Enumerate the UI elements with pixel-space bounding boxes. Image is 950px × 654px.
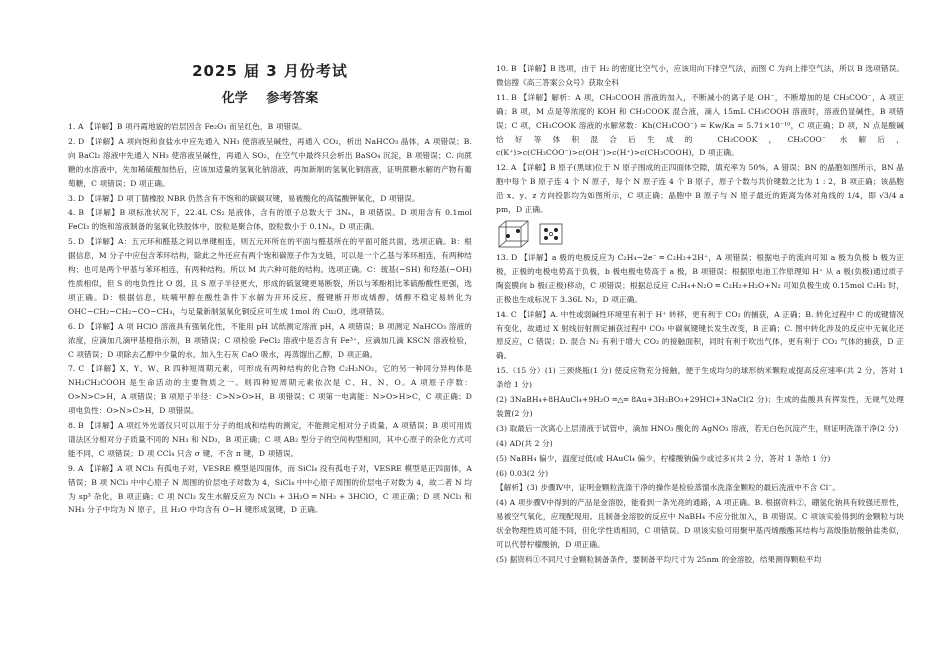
answer-item: (5) 据资料①不同尺寸金颗粒制备条件，要制备平均尺寸为 25nm 的金溶胶，结果测得颗粒平均 xyxy=(496,555,822,564)
answer-item: 8. B 【详解】A 项红外光谱仪只可以用于分子的组成和结构的测定，不能测定相对分子质量，A 项错误；B 项可用质谱法区分相对分子质量不同的 NH₃ 和 ND₃，B 项正确；C 项 AB₂ 型分子的空间构型相同，其中心原子的杂化方式可能不同，C 项错误；D 项 CCl₄ 只含 σ 键，不含 π 键，D 项错误。 xyxy=(68,421,472,458)
projection-figure xyxy=(538,222,566,246)
answer-item: 7. C 【详解】X、Y、W、R 四种短周期元素，可形成有两种结构的化合物 C₂H₃NO₂，它的另一种同分异构体是 NH₂CH₂COOH 是生命活动的主要物质之一。则四种短周期元素依次是 C、H、N、O。A 项原子序数：O>N>C>H，A 项错误；B 项原子半径：C>N>O>H，B 项错误；C 项第一电离能：N>O>H>C，C 项正确；D 项电负性：O>N>C>H，D 项错误。 xyxy=(68,364,472,416)
crystal-figures xyxy=(496,219,904,249)
answer-item: 15.（15 分）(1) 三颈烧瓶(1 分) 使反应物充分接触，便于生成均匀的球形纳米颗粒或提高反应速率(共 2 分，答对 1 条给 1 分) xyxy=(496,366,904,390)
answer-item: (5) NaBH₄ 偏少，温度过低(或 HAuCl₄ 偏少，柠檬酸钠偏少或过多)(共 2 分，答对 1 条给 1 分) xyxy=(496,453,831,463)
answer-item: (4) A 项步骤Ⅴ中得到的产品是金溶胶，能看到一条光亮的通路，A 项正确。B. 根据资料②，硼氢化钠具有较强还原性，易被空气氧化，应现配现用。且制备金溶胶的反应中 NaBH₄ 不应分批加入，B 项错误。C 项该实验得到的金颗粒与块状金物理性质可能不同，但化学性质相同，C 项错误。D 项该实验可用聚甲基丙烯酸酯其结构与高级脂肪酸钠盐类似，可以代替柠檬酸钠，D 项正确。 xyxy=(496,498,904,550)
answer-item: 14. C 【详解】A. 中性或弱碱性环境里有利于 H⁺ 转移，更有利于 CO₂ 的捕获，A 正确；B. 转化过程中 C 的成键情况有变化，故通过 X 射线衍射测定捕获过程中 CO₂ 中碳氧键键长发生改变，B 正确；C. 图中转化涉及的反应中无氧化还原反应，C 错误；D. 混合 N₂ 有利于增大 CO₂ 的接触面积，同时有利于吹出气体，更有利于 CO₂ 气体的捕获，D 正确。 xyxy=(496,309,904,361)
answer-item: 【解析】(3) 步骤Ⅳ中，证明金颗粒洗涤干净的操作是检验蒸馏水洗涤金颗粒的最后洗液中不含 Cl⁻。 xyxy=(496,483,841,493)
answer-item: 2. D 【详解】A 项向饱和食盐水中应先通入 NH₃ 使溶液呈碱性，再通入 CO₂，析出 NaHCO₃ 晶体，A 项错误；B. 向 BaCl₂ 溶液中先通入 NH₃ 使溶液呈碱性，再通入 SO₂，在空气中最终只会析出 BaSO₄ 沉淀，B 项错误；C. 向蔗糖的水溶液中，先加稀硫酸加热后，应该加适量的氢氧化钠溶液，再加新制的氢氧化铜溶液，证明蔗糖水解的产物有葡萄糖，C 项错误；D 项正确。 xyxy=(68,136,472,188)
answer-item: (6) 0.03(2 分) xyxy=(496,468,549,478)
answer-item: 6. D 【详解】A 项 HClO 溶液具有强氧化性，不能用 pH 试纸测定溶液 pH，A 项错误；B 项测定 NaHCO₃ 溶液的浓度，应滴加几滴甲基橙指示剂，B 项错误；C 项检验 FeCl₂ 溶液中是否含有 Fe³⁺，应滴加几滴 KSCN 溶液检验，C 项错误；D 项除去乙醇中少量的水，加入生石灰 CaO 吸水，再蒸馏出乙醇，D 项正确。 xyxy=(68,321,472,359)
answer-item: (3) 取最后一次离心上层清液于试管中，滴加 HNO₃ 酸化的 AgNO₃ 溶液，若无白色沉淀产生，则证明洗涤干净(2 分) xyxy=(496,423,899,433)
answer-item: 1. A 【详解】B 项丹霞地貌的岩层因含 Fe₂O₃ 而呈红色，B 项错误。 xyxy=(68,122,307,131)
answer-item: 5. D 【详解】A：五元环和醛基之间以单键相连，则五元环所在的平面与醛基所在的平面可能共面，选项正确。B：根据信息，M 分子中应包含苯环结构，除此之外还应有两个饱和碳原子作为支链，可以是一个乙基与苯环相连，有两种结构；也可是两个甲基与苯环相连，有两种结构。所以 M 共六种可能的结构。选项正确。C：巯基(−SH) 和羟基(−OH) 性质相似，但 S 的电负性比 O 弱，且 S 原子半径更大，形成的硫氢键更易断裂，所以与苯酚相比苯硫酚酸性更强，选项正确。D：根据信息，呋喃甲醇在酸性条件下水解为开环反应，醛键断开形成烯醇，烯醇不稳定易转化为 OHC−CH₂−CH₂−CO−CH₃，与足量新制氢氧化铜反应可生成 1mol 的 Cu₂O，选项错误。 xyxy=(68,237,472,316)
crystal-cell-figure xyxy=(496,219,532,249)
page-subtitle: 化学 参考答案 xyxy=(221,91,319,106)
right-column xyxy=(496,0,904,654)
answer-item: 9. A 【详解】A 项 NCl₃ 有孤电子对，VESRE 模型是四面体，而 SiCl₄ 没有孤电子对，VESRE 模型是正四面体，A 错误；B 项 NCl₃ 中中心原子 N 周围的价层电子对数为 4，SiCl₄ 中中心原子周围的价层电子对数为 4，故二者 N 均为 sp³ 杂化，B 项正确；C 项 NCl₃ 发生水解反应为 NCl₃ + 3H₂O ═ NH₃ + 3HClO，C 项正确；D 项 NCl₃ 和 NH₃ 分子中均为 N 原子，且 H₂O 中均含有 O−H 键形成氢键，D 正确。 xyxy=(68,463,472,515)
answer-item: 4. B 【详解】B 项标准状况下，22.4L CS₂ 是液体，含有的原子总数大于 3Nₐ，B 项错误。D 项用含有 0.1mol FeCl₃ 的饱和溶液制备的氢氧化铁胶体中，胶粒是聚合体，胶粒数小于 0.1Nₐ，D 项正确。 xyxy=(68,208,472,232)
answer-item: (2) 3NaBH₄+8HAuCl₄+9H₂O ═△═ 8Au+3H₃BO₃+29HCl+3NaCl(2 分)；生成的盐酸具有挥发性，无规气处理装置(2 分) xyxy=(496,395,904,418)
answer-item: (4) AD(共 2 分) xyxy=(496,438,553,448)
answer-item: 12. A 【详解】B 原子(黑球)位于 N 原子围成的正四面体空隙，填充率为 50%，A 错误；BN 的晶胞如图所示，BN 晶胞中每个 B 原子连 4 个 N 原子，每个 N 原子连 4 个 B 原子，原子个数与共价键数之比为 1 : 2，B 项正确；该晶胞沿 x、y、z 方向投影均为如图所示，C 项正确；晶胞中 B 原子与 N 原子最近的距离为体对角线的 1/4，即 √3/4 a pm，D 正确。 xyxy=(496,163,904,215)
answer-item: 13. D 【详解】a 极的电极反应为 C₂H₄−2e⁻ ═ C₂H₂+2H⁺，A 项错误；根据电子的流向可知 a 极为负极 b 极为正极，正极的电极电势高于负极，b 极电极电势高于 a 极，B 项错误；根据原电池工作原理知 H⁺ 从 a 极(负极)通过质子陶瓷膜向 b 极(正极)移动，C 项错误；根据总反应 C₂H₄+N₂O ═ C₂H₂+H₂O+N₂ 可知负极生成 0.15mol C₂H₂ 时，正极也生成标况下 3.36L N₂，D 项正确。 xyxy=(496,252,904,304)
answer-item: 10. B 【详解】B 选项，由于 H₂ 的密度比空气小，应该用向下排空气法，而图 C 为向上排空气法，所以 B 选项错误。微信搜《高三答案公众号》获取全科 xyxy=(496,64,904,87)
page-title: 2025 届 3 月份考试 xyxy=(192,62,348,80)
left-column xyxy=(68,0,472,654)
answer-item: 11. B 【详解】解析：A 项，CH₃COOH 溶液的加入，不断减小的离子是 OH⁻，不断增加的是 CH₃COO⁻，A 项正确；B 项，M 点是等浓度的 KOH 和 CH₃COOK 混合液，滴入 15mL CH₃COOH 溶液时，溶液仍显碱性，B 项错误；C 项，CH₃COOK 溶液的水解常数：Kh(CH₃COO⁻) = Kw/Ka = 5.71×10⁻¹⁰，C 项正确；D 项，N 点是酸碱恰好等体积混合后生成的 CH₃COOK，CH₃COO⁻ 水解后，c(K⁺)>c(CH₃COO⁻)>c(OH⁻)>c(H⁺)>c(CH₃COOH)，D 项正确。 xyxy=(496,92,904,158)
answer-item: 3. D 【详解】D 项丁腈橡胶 NBR 仍然含有不饱和的碳碳双键，易被酸化的高锰酸钾氧化，D 项错误。 xyxy=(68,193,420,203)
